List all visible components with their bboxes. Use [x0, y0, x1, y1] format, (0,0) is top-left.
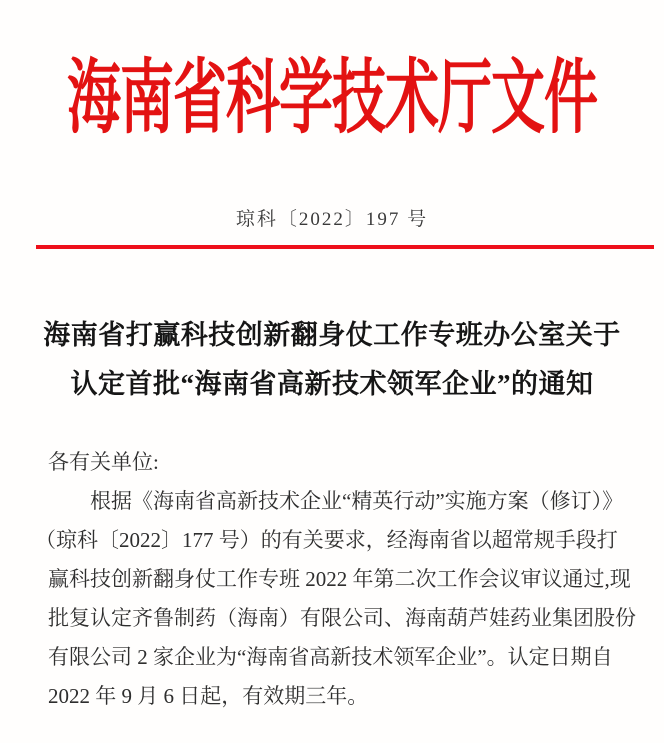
agency-header: [0, 53, 664, 144]
document-title-line2: 认定首批“海南省高新技术领军企业”的通知: [70, 369, 594, 399]
body-paragraph-line: 赢科技创新翻身仗工作专班 2022 年第二次工作会议审议通过,现: [48, 567, 631, 591]
document-title: [0, 311, 664, 409]
document-title-line1: 海南省打赢科技创新翻身仗工作专班办公室关于: [43, 320, 621, 350]
body-paragraph-line: 根据《海南省高新技术企业“精英行动”实施方案（修订）》: [90, 489, 624, 513]
body-paragraph-line: 有限公司 2 家企业为“海南省高新技术领军企业”。认定日期自: [48, 645, 613, 669]
body-paragraph-line: 2022 年 9 月 6 日起，有效期三年。: [48, 684, 369, 708]
red-divider-line: [36, 245, 654, 249]
agency-header-title: 海南省科学技术厅文件: [67, 53, 597, 144]
document-body: [35, 443, 636, 716]
salutation: 各有关单位:: [48, 450, 159, 474]
document-number: 琼科〔2022〕197 号: [235, 209, 429, 230]
body-paragraph-line: （琼科〔2022〕177 号）的有关要求，经海南省以超常规手段打: [35, 528, 618, 552]
body-paragraph-line: 批复认定齐鲁制药（海南）有限公司、海南葫芦娃药业集团股份: [48, 606, 636, 630]
